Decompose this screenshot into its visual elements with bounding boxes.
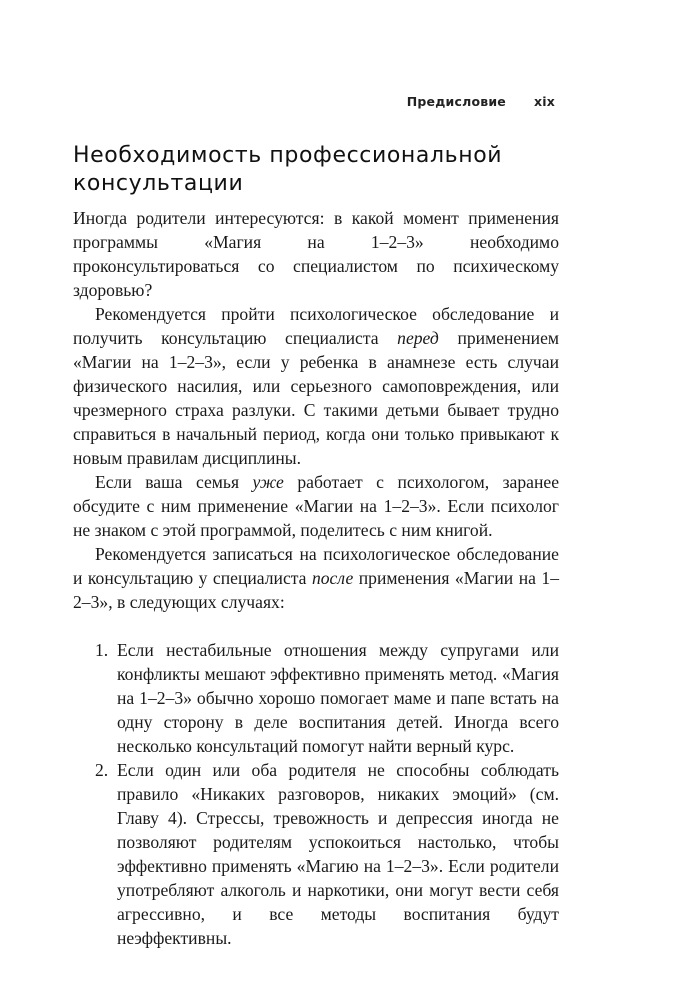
heading-line-1: Необходимость профессиональной bbox=[73, 143, 503, 168]
section-heading bbox=[73, 142, 553, 198]
paragraph-1: Иногда родители интересуются: в какой момент применения программы «Магия на 1–2–3» необходимо проконсультироваться со специалистом по психическому здоровью? bbox=[73, 208, 559, 300]
list-item bbox=[73, 638, 559, 758]
paragraph-2-emphasis: перед bbox=[397, 328, 439, 348]
heading-line-2: консультации bbox=[73, 171, 244, 196]
paragraph-4-text-a: Рекомендуется записаться на психологическое обследование и консультацию у специалиста bbox=[73, 544, 559, 588]
section-title: Предисловие bbox=[406, 94, 506, 109]
paragraph-3-text-b: работает с психологом, заранее обсудите с ним применение «Магии на 1–2–3». Если психолог не знаком с этой программой, поделитесь с ним книгой. bbox=[73, 472, 560, 540]
paragraph-4-emphasis: после bbox=[311, 568, 354, 588]
paragraph-3-emphasis: уже bbox=[252, 472, 284, 492]
list-item-text: Если нестабильные отношения между супругами или конфликты мешают эффективно применять метод. «Магия на 1–2–3» обычно хорошо помогает маме и папе встать на одну сторону в деле воспитания детей. Иногда всего несколько консультаций помогут найти верный курс. bbox=[117, 640, 559, 756]
body-text bbox=[73, 206, 559, 950]
paragraph-2-text-a: Рекомендуется пройти психологическое обследование и получить консультацию специалиста bbox=[73, 304, 559, 348]
paragraph-2 bbox=[73, 302, 559, 470]
numbered-list bbox=[73, 638, 559, 950]
paragraph-4 bbox=[73, 542, 559, 614]
list-item-number: 2. bbox=[95, 760, 109, 780]
page-number: xix bbox=[533, 94, 555, 109]
paragraph-4-text-b: применения «Магии на 1–2–3», в следующих случаях: bbox=[73, 568, 559, 612]
paragraph-2-text-b: применением «Магии на 1–2–3», если у ребенка в анамнезе есть случаи физического насилия, или серьезного самоповреждения, или чрезмерного страха разлуки. С такими детьми бывает трудно справиться в начальный период, когда они только привыкают к новым правилам дисциплины. bbox=[73, 328, 560, 468]
list-item-text: Если один или оба родителя не способны соблюдать правило «Никаких разговоров, никаких эмоций» (см. Главу 4). Стрессы, тревожность и депрессия иногда не позволяют родителям успокоиться настолько, чтобы эффективно применять «Магию на 1–2–3». Если родители употребляют алкоголь и наркотики, они могут вести себя агрессивно, и все методы воспитания будут неэффективны. bbox=[117, 760, 559, 948]
list-item bbox=[73, 758, 559, 950]
paragraph-3-text-a: Если ваша семья bbox=[95, 472, 253, 492]
list-item-number: 1. bbox=[95, 640, 109, 660]
running-header bbox=[407, 94, 555, 109]
paragraph-3 bbox=[73, 470, 559, 542]
